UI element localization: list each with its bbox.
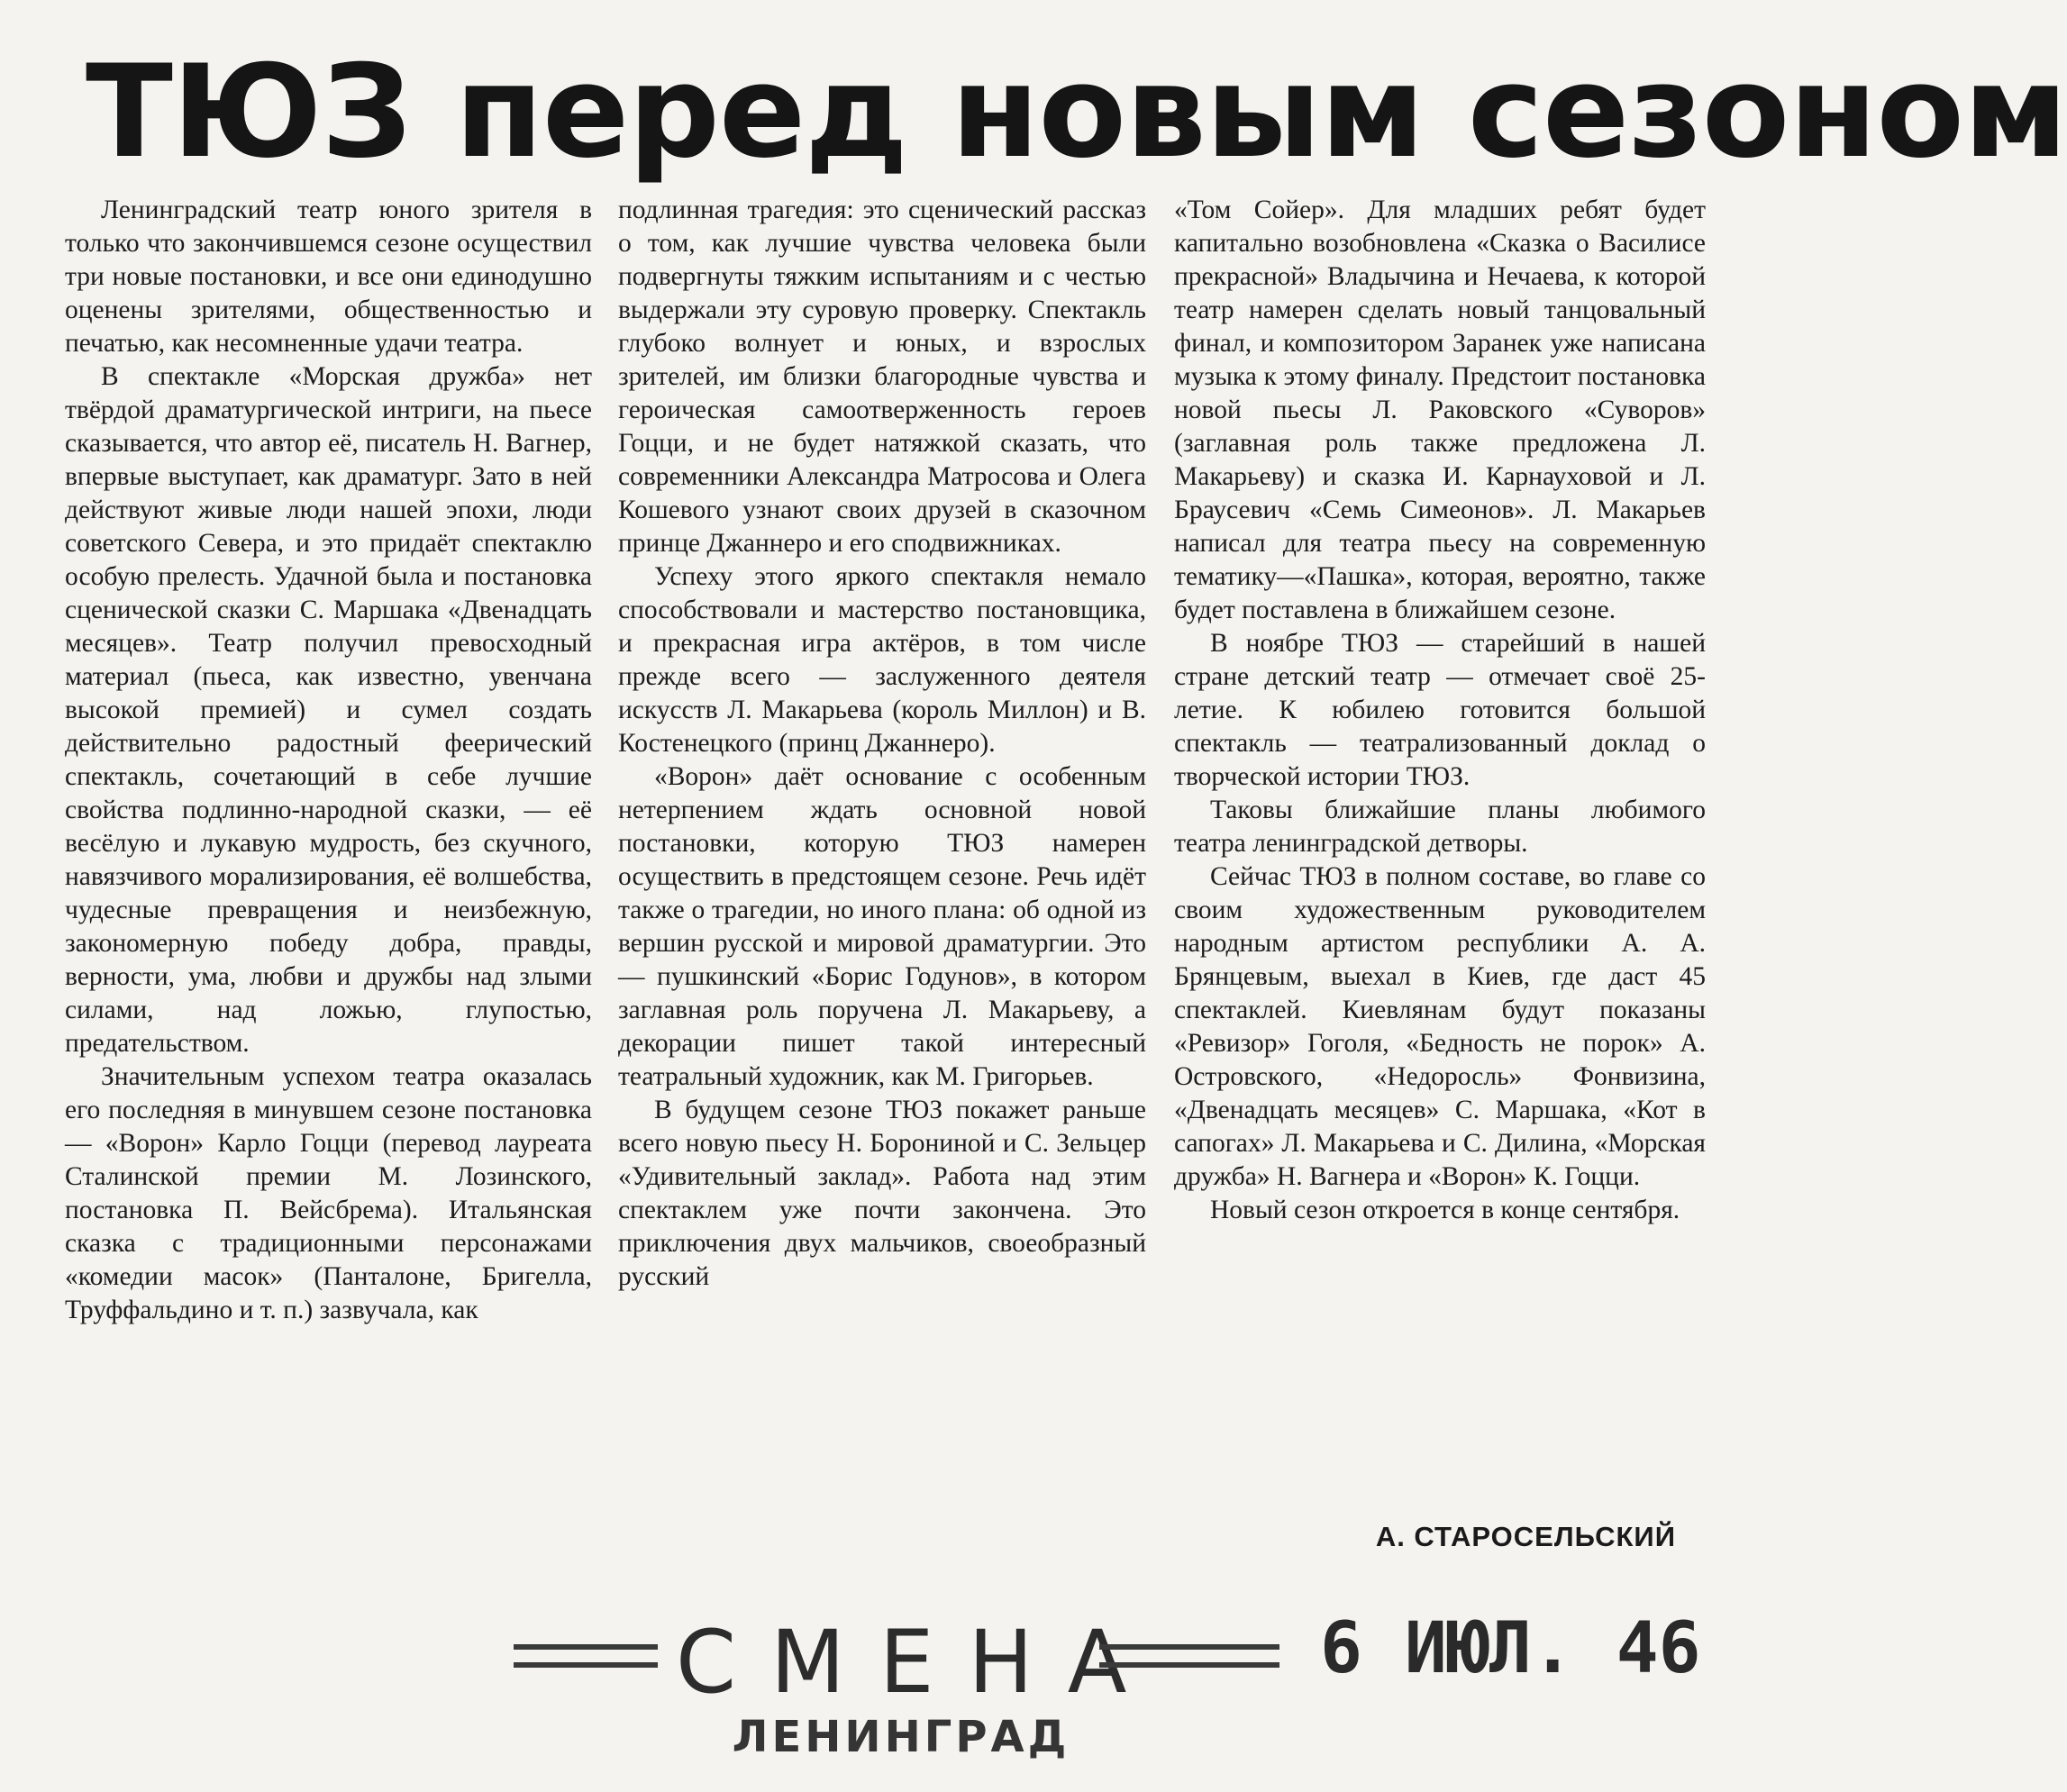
- stamp-date: 6 ИЮЛ. 46: [1320, 1608, 1701, 1689]
- paragraph: Новый сезон откроется в конце сентября.: [1210, 1196, 1680, 1224]
- paragraph: В спектакле «Морская дружба» нет твёрдой драматургической интриги, на пьесе сказывается, что автор её, писатель Н. Вагнер, впервые выступает, как драматург. Зато в ней действуют живые люди нашей эпохи, люди советского Севера, и это придаёт спектаклю особую прелесть. Удачной была и постановка сценической сказки С. Маршака «Двенадцать месяцев». Театр получил превосходный материал (пьеса, как известно, увенчана высокой премией) и сумел создать действительно радостный феерический спектакль, сочетающий в себе лучшие свойства подлинно-народной сказки, — её весёлую и лукавую мудрость, без скучного, навязчивого морализирования, её волшебства, чудесные превращения и неизбежную, закономерную победу добра, правды, верности, ума, любви и дружбы над злыми силами, над ложью, глупостью, предательством.: [65, 362, 592, 1058]
- stamp-rule: [1099, 1662, 1279, 1668]
- paragraph: подлинная трагедия: это сценический рассказ о том, как лучшие чувства человека были подвергнуты тяжким испытаниям и с честью выдержали эту суровую проверку. Спектакль глубоко волнует и юных, и взрослых зрителей, им близки благородные чувства и героическая самоотверженность героев Гоцци, и не будет натяжкой сказать, что современники Александра Матросова и Олега Кошевого узнают своих друзей в сказочном принце Джаннеро и его сподвижниках.: [618, 196, 1146, 558]
- stamp-rule: [514, 1644, 658, 1650]
- stamp-rule: [1099, 1644, 1279, 1650]
- paragraph: В будущем сезоне ТЮЗ покажет раньше всего новую пьесу Н. Борониной и С. Зельцер «Удивительный заклад». Работа над этим спектаклем уже почти закончена. Это приключения двух мальчиков, своеобразный русский: [618, 1096, 1146, 1291]
- paragraph: Ленинградский театр юного зрителя в только что закончившемся сезоне осуществил три новые постановки, и все они единодушно оценены зрителями, общественностью и печатью, как несомненные удачи театра.: [65, 196, 592, 358]
- headline: ТЮЗ перед новым сезоном: [86, 38, 2067, 186]
- stamp-city: ЛЕНИНГРАД: [732, 1712, 1070, 1762]
- article-column-3: [1174, 194, 1706, 1536]
- paragraph: «Ворон» даёт основание с особенным нетерпением ждать основной новой постановки, которую ТЮЗ намерен осуществить в предстоящем сезоне. Речь идёт также о трагедии, но иного плана: об одной из вершин русской и мировой драматургии. Это — пушкинский «Борис Годунов», в котором заглавная роль поручена Л. Макарьеву, а декорации пишет такой интересный театральный художник, как М. Григорьев.: [618, 762, 1146, 1091]
- paragraph: Сейчас ТЮЗ в полном составе, во главе со своим художественным руководителем народным артистом республики А. А. Брянцевым, выехал в Киев, где даст 45 спектаклей. Киевлянам будут показаны «Ревизор» Гоголя, «Бедность не порок» А. Островского, «Недоросль» Фонвизина, «Двенадцать месяцев» С. Маршака, «Кот в сапогах» Л. Макарьева и С. Дилина, «Морская дружба» Н. Вагнера и «Ворон» К. Гоцци.: [1174, 862, 1706, 1191]
- stamp-newspaper-name: СМЕНА: [676, 1612, 1161, 1713]
- newspaper-stamp: [505, 1595, 1701, 1775]
- paragraph: В ноябре ТЮЗ — старейший в нашей стране детский театр — отмечает своё 25-летие. К юбилею готовится большой спектакль — театрализованный доклад о творческой истории ТЮЗ.: [1174, 629, 1706, 791]
- paragraph: Таковы ближайшие планы любимого театра ленинградской детворы.: [1174, 796, 1706, 858]
- author-signature: А. СТАРОСЕЛЬСКИЙ: [1375, 1521, 1676, 1552]
- paragraph: «Том Сойер». Для младших ребят будет капитально возобновлена «Сказка о Василисе прекрасной» Владычина и Нечаева, к которой театр намерен сделать новый танцовальный финал, и композитором Заранек уже написана музыка к этому финалу. Предстоит постановка новой пьесы Л. Раковского «Суворов» (заглавная роль также предложена Л. Макарьеву) и сказка И. Карнауховой и Л. Браусевич «Семь Симеонов». Л. Макарьев написал для театра пьесу на современную тематику—«Пашка», которая, вероятно, также будет поставлена в ближайшем сезоне.: [1174, 196, 1706, 624]
- paragraph: Успеху этого яркого спектакля немало способствовали и мастерство постановщика, и прекрасная игра актёров, в том числе прежде всего — заслуженного деятеля искусств Л. Макарьева (король Миллон) и В. Костенецкого (принц Джаннеро).: [618, 562, 1146, 758]
- paragraph: Значительным успехом театра оказалась его последняя в минувшем сезоне постановка — «Ворон» Карло Гоцци (перевод лауреата Сталинской премии М. Лозинского, постановка П. Вейсбрема). Итальянская сказка с традиционными персонажами «комедии масок» (Панталоне, Бригелла, Труффальдино и т. п.) зазвучала, как: [65, 1062, 592, 1324]
- article-column-2: [618, 194, 1146, 1536]
- article-column-1: [65, 194, 592, 1536]
- stamp-rule: [514, 1662, 658, 1668]
